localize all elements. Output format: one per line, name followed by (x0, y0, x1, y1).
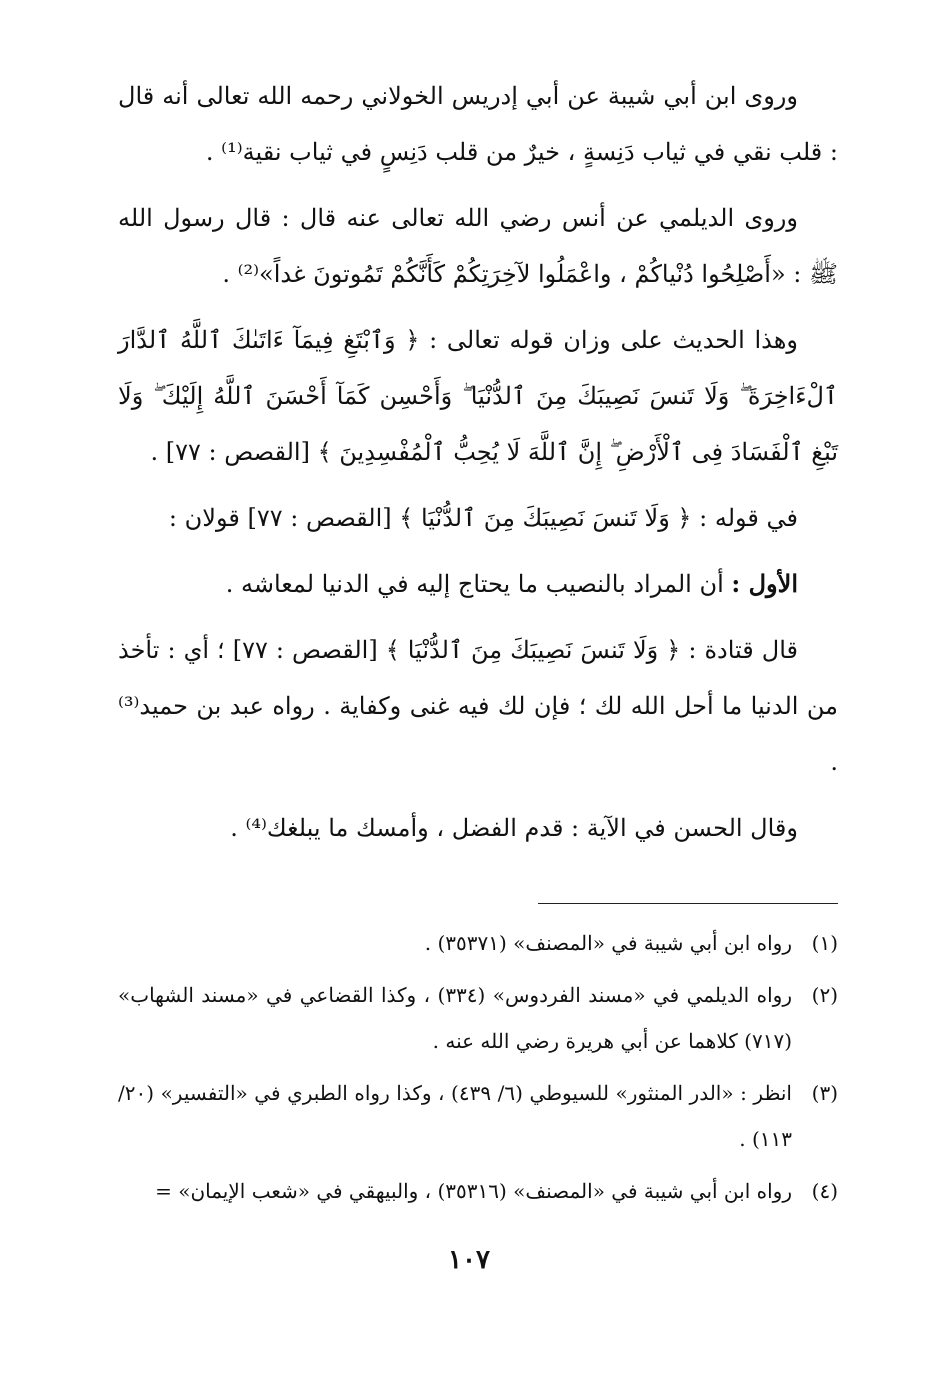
footnote-text: رواه الديلمي في «مسند الفردوس» (٣٣٤) ، وكذا القضاعي في «مسند الشهاب» (٧١٧) كلاهما عن أبي هريرة رضي الله عنه . (118, 983, 792, 1053)
footnote-4 (118, 1168, 838, 1214)
paragraph-7: وقال الحسن في الآية : قدم الفضل ، وأمسك ما يبلغك⁽⁴⁾ . (230, 814, 798, 842)
footnote-number: (٤) (811, 1179, 838, 1203)
footnote-2 (118, 972, 838, 1064)
footnote-text: انظر : «الدر المنثور» للسيوطي (٦/ ٤٣٩) ، وكذا رواه الطبري في «التفسير» (٢٠/ ١١٣) . (118, 1081, 792, 1151)
paragraph-6: قال قتادة : ﴿ وَلَا تَنسَ نَصِيبَكَ مِنَ ٱلدُّنْيَا ﴾ [القصص : ٧٧] ؛ أي : تأخذ من الدنيا ما أحل الله لك ؛ فإن لك فيه غنى وكفاية . رواه عبد بن حميد⁽³⁾ . (118, 636, 838, 776)
footnote-text: رواه ابن أبي شيبة في «المصنف» (٣٥٣١٦) ، والبيهقي في «شعب الإيمان» = (155, 1179, 792, 1203)
paragraph-2: وروى الديلمي عن أنس رضي الله تعالى عنه قال : قال رسول الله ﷺ : «أَصْلِحُوا دُنْياكُمْ ، واعْمَلُوا لآخِرَتِكُمْ كَأَنَّكُمْ تَمُوتونَ غداً»⁽²⁾ . (118, 204, 838, 288)
paragraph-4: في قوله : ﴿ وَلَا تَنسَ نَصِيبَكَ مِنَ ٱلدُّنْيَا ﴾ [القصص : ٧٧] قولان : (168, 504, 798, 532)
first-view-text: أن المراد بالنصيب ما يحتاج إليه في الدنيا لمعاشه . (225, 570, 724, 598)
footnote-text: رواه ابن أبي شيبة في «المصنف» (٣٥٣٧١) . (424, 931, 792, 955)
paragraph-5-first-view (118, 556, 838, 612)
footnotes (118, 920, 838, 1220)
footnote-divider (538, 903, 838, 904)
footnote-number: (٣) (811, 1081, 838, 1105)
paragraph-1: وروى ابن أبي شيبة عن أبي إدريس الخولاني رحمه الله تعالى أنه قال : قلب نقي في ثياب دَنِسةٍ ، خيرٌ من قلب دَنِسٍ في ثياب نقية⁽¹⁾ . (118, 82, 838, 166)
footnote-3 (118, 1070, 838, 1162)
footnote-1 (118, 920, 838, 966)
paragraph-3-quran-verse: وهذا الحديث على وزان قوله تعالى : ﴿ وَٱبْتَغِ فِيمَآ ءَاتَىٰكَ ٱللَّهُ ٱلدَّارَ ٱلْءَاخِرَةَ ۖ وَلَا تَنسَ نَصِيبَكَ مِنَ ٱلدُّنْيَا ۖ وَأَحْسِن كَمَآ أَحْسَنَ ٱللَّهُ إِلَيْكَ ۖ وَلَا تَبْغِ ٱلْفَسَادَ فِى ٱلْأَرْضِ ۖ إِنَّ ٱللَّهَ لَا يُحِبُّ ٱلْمُفْسِدِينَ ﴾ [القصص : ٧٧] . (118, 326, 838, 466)
footnote-number: (١) (811, 931, 838, 955)
main-text (118, 68, 838, 866)
footnote-number: (٢) (811, 983, 838, 1007)
page-number: ١٠٧ (448, 1245, 490, 1275)
first-view-label: الأول : (731, 569, 798, 598)
